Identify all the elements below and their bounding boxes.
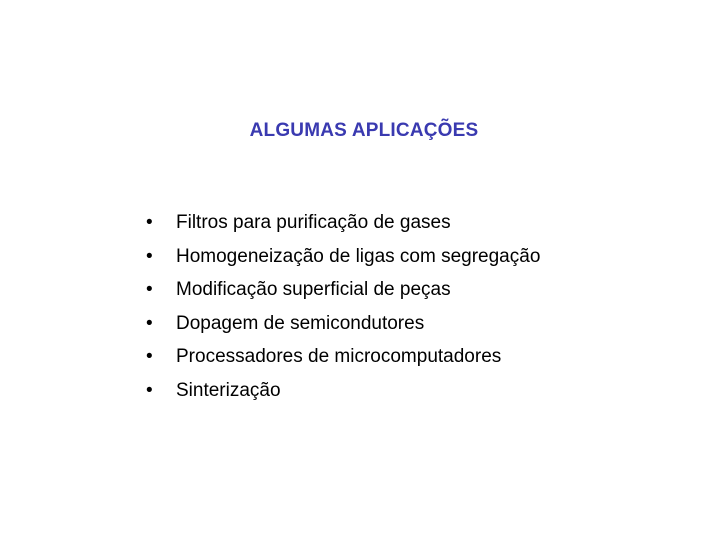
list-item (146, 374, 540, 408)
bullet-icon: • (146, 379, 153, 401)
list-item-text: Homogeneização de ligas com segregação (176, 245, 541, 267)
list-item-text: Dopagem de semicondutores (176, 312, 425, 334)
list-item (146, 206, 540, 240)
list-item (146, 273, 540, 307)
bullet-icon: • (146, 279, 153, 301)
bullet-list (146, 206, 540, 408)
bullet-icon: • (146, 312, 153, 334)
list-item-text: Processadores de microcomputadores (176, 346, 502, 368)
bullet-icon: • (146, 346, 153, 368)
list-item-text: Filtros para purificação de gases (176, 212, 451, 233)
slide-title: ALGUMAS APLICAÇÕES (249, 120, 479, 141)
bullet-icon: • (146, 212, 153, 233)
list-item-text: Modificação superficial de peças (176, 279, 451, 301)
list-item (146, 307, 540, 341)
bullet-icon: • (146, 245, 153, 267)
list-item-text: Sinterização (176, 379, 281, 401)
list-item (146, 340, 540, 374)
list-item (146, 240, 540, 274)
